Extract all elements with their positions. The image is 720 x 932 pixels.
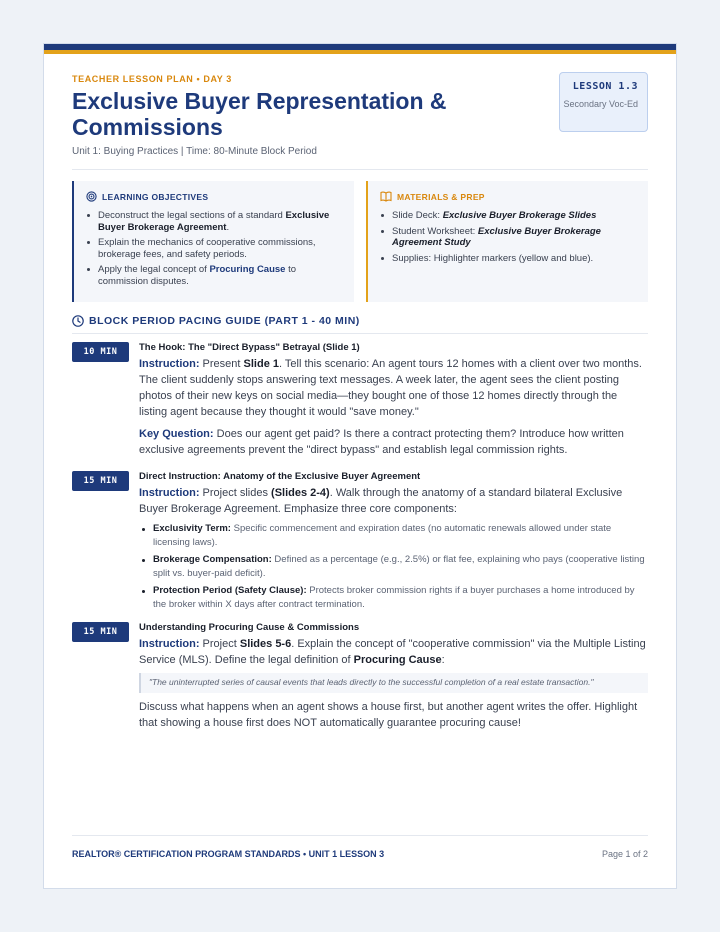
item-text: Apply the legal concept of — [98, 264, 210, 275]
pacing-block-hook — [72, 341, 648, 458]
item-emphasis: Exclusive Buyer Brokerage Slides — [442, 210, 597, 221]
list-item — [86, 264, 344, 287]
component-label: Exclusivity Term: — [153, 523, 231, 534]
pacing-divider — [72, 333, 648, 334]
clock-icon — [72, 315, 84, 327]
discussion-text: Discuss what happens when an agent shows a house first, but another agent writes the offer. Highlight that showing a house first does NOT automatically guarantee procuring cause! — [139, 700, 638, 729]
lesson-level: Secondary Voc-Ed — [563, 99, 638, 109]
lesson-badge — [559, 72, 648, 132]
instruction-text: . Walk through the anatomy of a standard bilateral Exclusive Buyer Brokerage Agreement. Emphasize three core components: — [139, 487, 623, 515]
list-item — [380, 210, 638, 222]
block-instruction — [139, 636, 648, 668]
objectives-heading-label: LEARNING OBJECTIVES — [102, 191, 209, 202]
list-item — [139, 553, 648, 581]
materials-box — [366, 181, 648, 302]
instruction-text: Present — [199, 358, 244, 370]
block-instruction — [139, 356, 648, 420]
list-item: Explain the mechanics of cooperative commissions, brokerage fees, and safety periods. — [86, 237, 344, 260]
item-text: Slide Deck: — [392, 210, 443, 221]
overview-boxes — [72, 181, 648, 302]
component-text: Protects broker commission rights if a buyer purchases a home introduced by the broker within X days after contract termination. — [153, 585, 635, 610]
block-title: The Hook: The "Direct Bypass" Betrayal (Slide 1) — [139, 342, 360, 353]
objectives-heading — [86, 191, 344, 202]
instruction-label: Instruction: — [139, 487, 200, 499]
block-content — [139, 621, 648, 731]
page-footer — [72, 835, 648, 859]
instruction-bold: Slide 1 — [243, 358, 279, 370]
item-text: to commission disputes. — [98, 264, 297, 287]
block-instruction — [139, 485, 648, 517]
lesson-code: LESSON 1.3 — [572, 81, 638, 92]
key-question — [139, 426, 648, 458]
block-content — [139, 470, 648, 615]
instruction-bold: (Slides 2-4) — [271, 487, 330, 499]
component-text: Specific commencement and expiration dates (no automatic renewals allowed under state licensing laws). — [153, 523, 612, 548]
time-badge: 10 MIN — [72, 342, 129, 362]
target-icon — [86, 191, 97, 202]
page-subtitle: Unit 1: Buying Practices | Time: 80-Minute Block Period — [72, 146, 317, 157]
component-text: Defined as a percentage (e.g., 2.5%) or flat fee, explaining who pays (cooperative listing split vs. buyer-paid deficit). — [153, 554, 645, 579]
list-item — [86, 210, 344, 233]
pacing-block-direct-instruction — [72, 470, 648, 615]
materials-heading — [380, 191, 638, 202]
block-title: Understanding Procuring Cause & Commissions — [139, 622, 360, 633]
definition-quote: "The uninterrupted series of causal events that leads directly to the successful completion of a real estate transaction." — [139, 673, 648, 693]
page-number: Page 1 of 2 — [601, 849, 648, 859]
instruction-label: Instruction: — [139, 358, 200, 370]
item-text: Student Worksheet: — [392, 225, 478, 237]
instruction-text: . Explain the concept of "cooperative commission" via the Multiple Listing Service (MLS). Define the legal definition of — [139, 638, 646, 666]
list-item — [139, 584, 648, 612]
item-text: . — [226, 221, 230, 233]
eyebrow-label: TEACHER LESSON PLAN • DAY 3 — [72, 74, 232, 84]
objectives-list — [86, 210, 344, 287]
component-list — [139, 522, 648, 612]
list-item — [139, 522, 648, 550]
key-question-text: Does our agent get paid? Is there a contract protecting them? Introduce how written exclusive agreements prevent the "direct bypass" and establish legal commission rights. — [139, 428, 624, 456]
list-item — [380, 226, 638, 249]
time-badge: 15 MIN — [72, 622, 129, 642]
instruction-label: Instruction: — [139, 638, 200, 650]
header-divider — [72, 169, 648, 170]
pacing-heading-label: BLOCK PERIOD PACING GUIDE (PART 1 - 40 MIN) — [89, 315, 360, 327]
instruction-bold: Slides 5-6 — [239, 638, 292, 650]
materials-heading-label: MATERIALS & PREP — [397, 191, 485, 202]
list-item: Supplies: Highlighter markers (yellow and blue). — [380, 253, 638, 265]
page-title: Exclusive Buyer Representation & Commissions — [72, 88, 447, 140]
top-accent-stripe — [44, 50, 676, 54]
objectives-box — [72, 181, 354, 302]
block-title: Direct Instruction: Anatomy of the Exclusive Buyer Agreement — [139, 471, 421, 482]
instruction-text: : — [441, 654, 445, 666]
instruction-text: . Tell this scenario: An agent tours 12 homes with a client over two months. The client suddenly stops answering text messages. A week later, the agent sees the client posting photos of their new keys on social media—they bought one of those 12 homes directly through the listing agent because they thought it would "save money." — [139, 358, 642, 418]
component-label: Protection Period (Safety Clause): — [153, 585, 307, 596]
pacing-block-procuring-cause — [72, 621, 648, 731]
instruction-text: Project — [199, 638, 240, 650]
item-bold-text: Exclusive Buyer Brokerage Agreement — [98, 210, 330, 233]
block-content — [139, 341, 648, 458]
item-bold-text: Procuring Cause — [209, 264, 286, 275]
book-icon — [380, 191, 392, 202]
lesson-plan-page — [43, 43, 677, 889]
item-emphasis: Exclusive Buyer Brokerage Agreement Study — [392, 225, 601, 248]
key-question-label: Key Question: — [139, 428, 214, 440]
instruction-text: Project slides — [199, 487, 272, 499]
footer-standards: REALTOR® CERTIFICATION PROGRAM STANDARDS • UNIT 1 LESSON 3 — [72, 849, 385, 859]
time-badge: 15 MIN — [72, 471, 129, 491]
component-label: Brokerage Compensation: — [153, 554, 272, 565]
item-text: Deconstruct the legal sections of a standard — [98, 210, 286, 221]
materials-list — [380, 210, 638, 264]
pacing-guide-heading — [72, 315, 648, 327]
instruction-bold: Procuring Cause — [353, 654, 442, 666]
